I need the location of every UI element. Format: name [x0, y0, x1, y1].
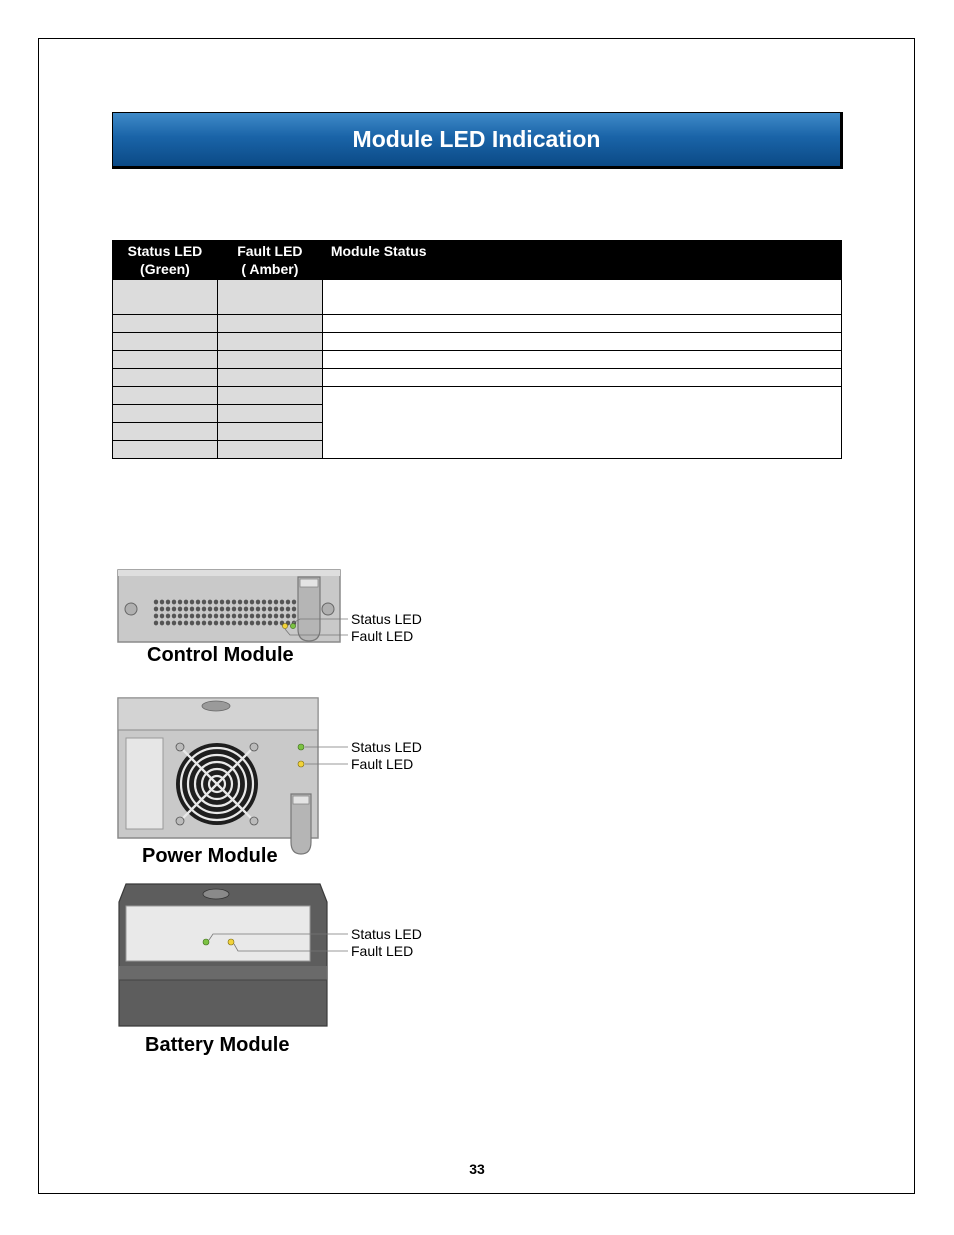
- page-title: Module LED Indication: [352, 126, 601, 152]
- title-banner: [112, 112, 843, 169]
- cell-module-status: [322, 333, 841, 351]
- control-status-led-dot: [290, 623, 295, 628]
- cell-status: [113, 351, 218, 369]
- table-row: [113, 351, 842, 369]
- header-status-led-text: Status LED (Green): [127, 243, 203, 277]
- control-module-caption: Control Module: [147, 644, 294, 666]
- battery-status-led-label: Status LED: [351, 926, 422, 942]
- cell-module-status: [322, 315, 841, 333]
- table-row: [113, 315, 842, 333]
- header-fault-led: [217, 241, 322, 280]
- control-fault-led-dot: [282, 623, 287, 628]
- table-row: [113, 369, 842, 387]
- control-fault-led-label: Fault LED: [351, 628, 414, 644]
- cell-module-status: [322, 280, 841, 315]
- page-number: 33: [469, 1161, 485, 1177]
- cell-fault: [217, 405, 322, 423]
- cell-fault: [217, 333, 322, 351]
- cell-status: [113, 387, 218, 405]
- battery-fault-led-label: Fault LED: [351, 943, 414, 959]
- cell-status: [113, 280, 218, 315]
- power-module-caption: Power Module: [142, 845, 278, 867]
- power-status-led-dot: [298, 744, 304, 750]
- cell-status: [113, 315, 218, 333]
- header-status-led: [113, 241, 218, 280]
- cell-module-status: [322, 369, 841, 387]
- cell-fault: [217, 280, 322, 315]
- header-module-status-text: Module Status: [330, 243, 427, 259]
- battery-status-led-dot: [203, 939, 209, 945]
- battery-module-caption: Battery Module: [145, 1034, 290, 1056]
- power-fault-led-dot: [298, 761, 304, 767]
- cell-module-status: [322, 351, 841, 369]
- cell-status: [113, 405, 218, 423]
- cell-fault: [217, 351, 322, 369]
- cell-fault: [217, 441, 322, 459]
- cell-fault: [217, 315, 322, 333]
- power-module-illustration: [110, 690, 440, 862]
- battery-fault-led-dot: [228, 939, 234, 945]
- cell-status: [113, 423, 218, 441]
- header-fault-led-text: Fault LED ( Amber): [237, 243, 303, 277]
- header-module-status: [322, 241, 841, 280]
- cell-status: [113, 333, 218, 351]
- cell-fault: [217, 423, 322, 441]
- power-module-figure: [110, 690, 440, 862]
- cell-fault: [217, 387, 322, 405]
- table-row: [113, 387, 842, 405]
- table-row: [113, 280, 842, 315]
- fan-grille: [176, 743, 258, 825]
- cell-status: [113, 441, 218, 459]
- led-status-table: [112, 240, 842, 459]
- control-status-led-label: Status LED: [351, 611, 422, 627]
- table-header-row: [113, 241, 842, 280]
- cell-fault: [217, 369, 322, 387]
- table-row: [113, 333, 842, 351]
- power-status-led-label: Status LED: [351, 739, 422, 755]
- power-fault-led-label: Fault LED: [351, 756, 414, 772]
- cell-module-status-merged: [322, 387, 841, 459]
- cell-status: [113, 369, 218, 387]
